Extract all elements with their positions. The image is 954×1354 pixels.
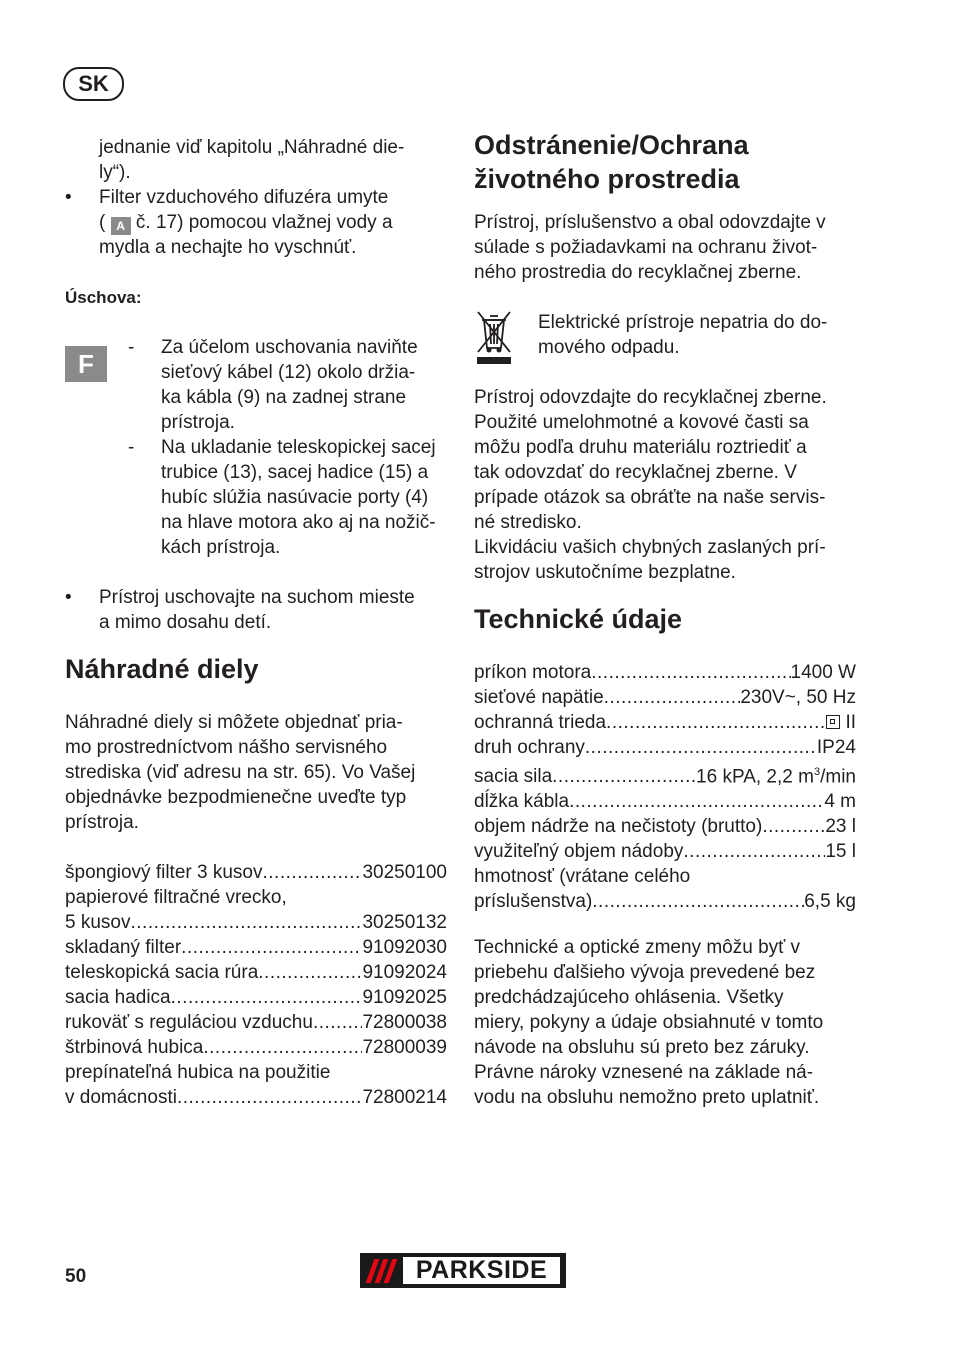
dash-icon: - bbox=[128, 437, 135, 458]
tech-row-prefix: hmotnosť (vrátane celého bbox=[474, 866, 691, 888]
weee-bin-icon bbox=[474, 308, 514, 366]
spare-parts-title: Náhradné diely bbox=[65, 654, 259, 684]
bullet-icon: • bbox=[65, 587, 72, 608]
parts-row-prefix: prepínateľná hubica na použitie bbox=[65, 1062, 331, 1083]
tech-row: dĺžka kábla ..... 4 m bbox=[474, 789, 856, 814]
page-number: 50 bbox=[65, 1266, 87, 1287]
tech-row: druh ochrany ..... IP24 bbox=[474, 735, 856, 760]
disclaimer-paragraph: Technické a optické zmeny môžu byť v priebehu ďalšieho vývoja prevedené bez predchádzajúceho ohlásenia. Všetky miery, pokyny a údaje obsiahnuté v tomto návode na obsluhu sú preto bez záruky. Právne nároky vznesené na základe ná- vodu na obsluhu nemožno preto uplatniť. bbox=[474, 937, 824, 1108]
parts-row: v domácnosti ..... 72800214 bbox=[65, 1085, 447, 1110]
parts-row: špongiový filter 3 kusov ..... 30250100 bbox=[65, 860, 447, 885]
parts-row: skladaný filter ..... 91092030 bbox=[65, 935, 447, 960]
parts-row: 5 kusov ..... 30250132 bbox=[65, 910, 447, 935]
tech-data-title: Technické údaje bbox=[474, 604, 683, 634]
logo-stripes-icon bbox=[362, 1255, 403, 1286]
storage-dash-list bbox=[128, 335, 450, 560]
logo-wordmark: PARKSIDE bbox=[403, 1257, 560, 1284]
parts-row: sacia hadica ..... 91092025 bbox=[65, 985, 447, 1010]
tech-row: príkon motora ..... 1400 W bbox=[474, 660, 856, 685]
storage-heading: Úschova: bbox=[65, 288, 142, 307]
figure-a-icon: A bbox=[111, 217, 131, 235]
parkside-logo bbox=[360, 1253, 566, 1288]
tech-row: sacia sila ..... 16 kPA, 2,2 $m^3/\min$ bbox=[474, 760, 856, 789]
bullet-icon: • bbox=[65, 187, 72, 208]
tech-row: príslušenstva) ..... 6,5 kg bbox=[474, 889, 856, 914]
tech-row: sieťové napätie ..... 230V~, 50 Hz bbox=[474, 685, 856, 710]
parts-row: rukoväť s reguláciou vzduchu ..... 72800038 bbox=[65, 1010, 447, 1035]
parts-row-prefix: papierové filtračné vrecko, bbox=[65, 887, 287, 908]
recycle-paragraph: Prístroj odovzdajte do recyklačnej zberne. Použité umelohmotné a kovové časti sa môžu podľa druhu materiálu roztriediť a tak odovzdať do recyklačnej zberne. V prípade otázok sa obráťte na naše servis- né stredisko. Likvidáciu vašich chybných zaslaných prí- strojov uskutočníme bezplatne. bbox=[474, 387, 827, 583]
tech-row: objem nádrže na nečistoty (brutto) ..... 23 l bbox=[474, 814, 856, 839]
continued-text: jednanie viď kapitolu „Náhradné die- ly“). bbox=[99, 137, 405, 183]
protection-class-ii-icon bbox=[826, 715, 840, 729]
parts-row: teleskopická sacia rúra ..... 91092024 bbox=[65, 960, 447, 985]
tech-row: využiteľný objem nádoby ..... 15 l bbox=[474, 839, 856, 864]
disposal-paragraph: Prístroj, príslušenstvo a obal odovzdajte v súlade s požiadavkami na ochranu život- ného prostredia do recyklačnej zberne. bbox=[474, 212, 826, 283]
parts-list bbox=[65, 860, 447, 1110]
dash-item: - Na ukladanie teleskopickej sacej trubice (13), sacej hadice (15) a hubíc slúžia nasúvacie porty (4) na hlave motora ako aj na nožič- kách prístroja. bbox=[128, 437, 436, 558]
language-badge: SK bbox=[63, 67, 124, 101]
parts-row: štrbinová hubica ..... 72800039 bbox=[65, 1035, 447, 1060]
tech-row: ochranná trieda ..... II bbox=[474, 710, 856, 735]
disposal-title: Odstránenie/Ochrana životného prostredia bbox=[474, 130, 749, 194]
figure-f-icon: F bbox=[65, 346, 107, 382]
tech-data-list bbox=[474, 660, 856, 914]
dash-item: - Za účelom uschovania naviňte sieťový kábel (12) okolo držia- ka kábla (9) na zadnej strane prístroja. bbox=[128, 337, 418, 433]
bullet-filter-wash: • Filter vzduchového difuzéra umyte ( A č. 17) pomocou vlažnej vody a mydla a nechajte ho vyschnúť. bbox=[65, 187, 393, 258]
bullet-store-dry: • Prístroj uschovajte na suchom mieste a mimo dosahu detí. bbox=[65, 587, 415, 633]
spare-parts-paragraph: Náhradné diely si môžete objednať pria- mo prostredníctvom nášho servisného strediska (viď adresu na str. 65). Vo Vašej objednávke bezpodmienečne uveďte typ prístroja. bbox=[65, 712, 416, 833]
weee-text: Elektrické prístroje nepatria do do- mového odpadu. bbox=[538, 312, 828, 358]
dash-icon: - bbox=[128, 337, 135, 358]
